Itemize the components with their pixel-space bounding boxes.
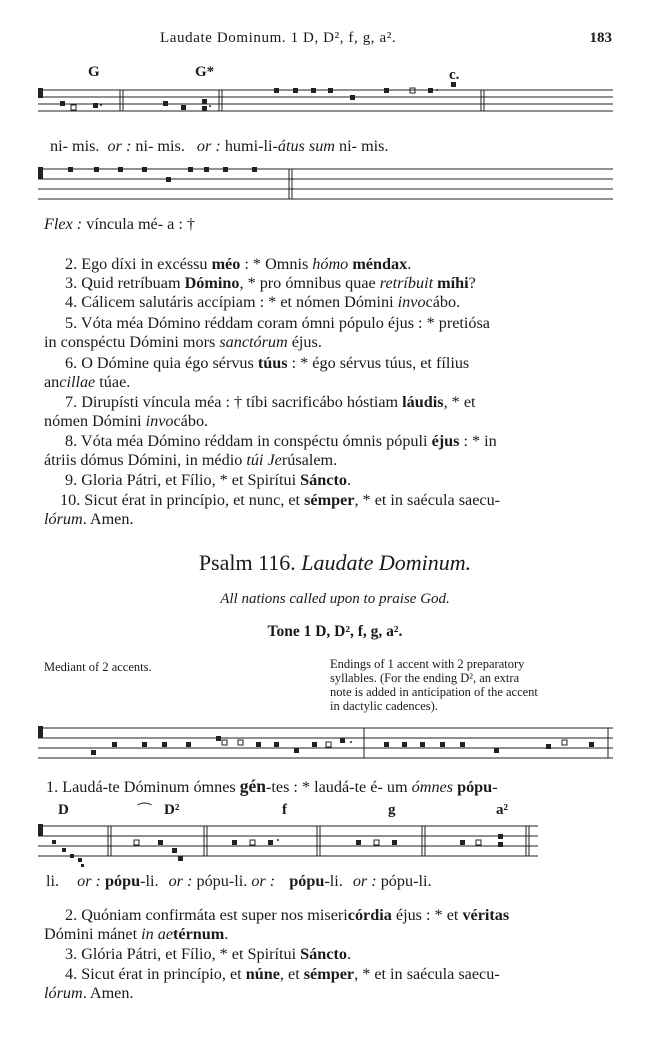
v-seg: 4. Sicut érat in princípio, et: [65, 965, 246, 983]
v-seg: méndax: [352, 255, 408, 273]
verse-115-8a: [65, 432, 497, 451]
v-seg: cábo.: [173, 412, 209, 430]
endings-note-line: note is added in anticipation of the accent: [330, 685, 538, 699]
chant1-label-c: c.: [449, 67, 460, 83]
running-title: Laudate Dominum. 1 D, D², f, g, a².: [160, 30, 397, 46]
verse-115-7a: [65, 393, 476, 412]
v-seg: 7. Dirupísti víncula méa : † tíbi sacrificábo hóstiam: [65, 393, 403, 411]
v-seg: , * et in saécula saecu-: [354, 491, 501, 509]
v-seg: Sáncto: [300, 945, 347, 963]
v-seg: Dómino: [184, 274, 240, 292]
tilde-icon: ⁀: [138, 804, 151, 821]
v-seg: : * égo sérvus túus, et fílius: [287, 354, 470, 372]
v-seg: 3. Quid retríbuam: [65, 274, 185, 292]
verse-116-2b: [44, 925, 228, 944]
v-seg: sémper: [303, 965, 355, 983]
chant1-label-Gstar: G*: [195, 64, 215, 80]
v-seg: Dómini mánet: [44, 925, 142, 943]
v-seg: pópu: [104, 872, 141, 890]
verse-116-4b: [44, 984, 134, 1003]
chant1-syl-4: ni- mis.: [339, 137, 389, 155]
v-seg: cillae: [59, 373, 96, 391]
v-seg: ómnes: [411, 778, 454, 796]
verse-115-8b: [44, 451, 337, 470]
v-seg: 1. Laudá-te Dóminum ómnes: [46, 778, 240, 796]
verse-115-4: [65, 293, 460, 312]
v-seg: cábo: [425, 293, 457, 311]
v-seg: pópu-li.: [196, 872, 248, 890]
verse-115-2: [65, 255, 411, 274]
v-seg: , * pro ómnibus quae: [239, 274, 380, 292]
v-seg: retríbuit: [379, 274, 434, 292]
chant3-label-a2: a²: [496, 802, 508, 818]
v-seg: , et: [279, 965, 304, 983]
v-seg: térnum: [173, 925, 225, 943]
verse-115-5a: [65, 314, 490, 333]
endings-note-line: Endings of 1 accent with 2 preparatory: [330, 657, 525, 671]
v-seg: : * Omnis: [240, 255, 313, 273]
verse-115-5b: [44, 333, 322, 352]
v-seg: sanctórum: [219, 333, 288, 351]
chant1-text: [50, 137, 389, 156]
v-seg: éjus: [431, 432, 460, 450]
endings-note-line: in dactylic cadences).: [330, 699, 438, 713]
psalm-116-tone: Tone 1 D, D², f, g, a².: [267, 623, 403, 640]
chant3-label-D2: D²: [164, 802, 180, 818]
v-seg: -li.: [140, 872, 159, 890]
v-seg: or :: [251, 872, 276, 890]
v-seg: an: [44, 373, 60, 391]
v-seg: in conspéctu Dómini mors: [44, 333, 220, 351]
v-seg: . Amen.: [82, 984, 134, 1002]
chant-staff-3: [38, 800, 538, 870]
v-seg: túi Je: [246, 451, 282, 469]
v-seg: or :: [352, 872, 377, 890]
v-seg: .: [224, 925, 229, 943]
chant3-label-D: D: [58, 802, 69, 818]
v-seg: 6. O Dómine quia égo sérvus: [65, 354, 258, 372]
v-seg: , * et: [443, 393, 476, 411]
v-seg: 10. Sicut érat in princípio, et nunc, et: [60, 491, 305, 509]
v-seg: pópu: [457, 778, 493, 796]
verse-116-3: [65, 945, 351, 964]
v-seg: gén: [239, 776, 267, 796]
v-seg: sémper: [304, 491, 355, 509]
chant1-syl-1: ni- mis.: [50, 137, 100, 155]
flex-text: víncula mé- a : †: [86, 215, 196, 233]
v-seg: : * in: [459, 432, 497, 450]
psalm-title-incipit: Laudate Dominum.: [301, 550, 472, 575]
v-seg: éjus.: [287, 333, 322, 351]
chant2-text: [46, 777, 498, 797]
v-seg: -: [492, 778, 498, 796]
v-seg: , * et in saécula saecu-: [354, 965, 500, 983]
v-seg: lórum: [44, 510, 83, 528]
v-seg: Sáncto: [300, 471, 347, 489]
chant-staff-2: [38, 722, 613, 767]
verse-115-7b: [44, 412, 208, 431]
v-seg: hómo: [312, 255, 349, 273]
v-seg: 3. Glória Pátri, et Fílio, * et Spirítui: [65, 945, 301, 963]
v-seg: invo: [145, 412, 174, 430]
v-seg: .: [346, 471, 351, 489]
v-seg: túus: [257, 354, 288, 372]
chant-staff-flex: [38, 165, 613, 205]
psalm-116-title: [0, 550, 670, 575]
v-seg: méo: [211, 255, 241, 273]
v-seg: .: [346, 945, 351, 963]
verse-115-9: [65, 471, 351, 490]
v-seg: córdia: [347, 906, 392, 924]
v-seg: nómen Dómini: [44, 412, 146, 430]
verse-115-6a: [65, 354, 469, 373]
endings-note: [330, 657, 610, 713]
mediant-note: Mediant of 2 accents.: [44, 660, 152, 674]
flex-label: Flex :: [44, 215, 83, 233]
v-seg: éjus : * et: [391, 906, 463, 924]
v-seg: . Amen.: [82, 510, 134, 528]
v-seg: 5. Vóta méa Dómino réddam coram ómni pópulo éjus : * pretiósa: [65, 314, 490, 332]
page-number: 183: [589, 30, 612, 46]
v-seg: pópu: [289, 872, 325, 890]
running-header: [0, 30, 670, 56]
chant3-text: [46, 872, 432, 891]
verse-115-6b: [44, 373, 130, 392]
v-seg: .: [456, 293, 461, 311]
verse-116-4a: [65, 965, 500, 984]
verse-115-10b: [44, 510, 134, 529]
v-seg: véritas: [462, 906, 510, 924]
endings-note-line: syllables. (For the ending D², an extra: [330, 671, 520, 685]
v-seg: or :: [168, 872, 193, 890]
v-seg: túae.: [95, 373, 131, 391]
chant1-label-G: G: [88, 64, 100, 80]
chant3-label-f: f: [282, 802, 287, 818]
v-seg: in ae: [141, 925, 174, 943]
v-seg: 8. Vóta méa Dómino réddam in conspéctu ómnis pópuli: [65, 432, 432, 450]
chant1-syl-3i: átus sum: [277, 137, 335, 155]
v-seg: ?: [468, 274, 476, 292]
v-seg: 2. Ego díxi in excéssu: [65, 255, 212, 273]
v-seg: 2. Quóniam confirmáta est super nos miseri: [65, 906, 348, 924]
chant1-syl-3: humi-li-: [224, 137, 278, 155]
flex-line: [44, 215, 195, 234]
verse-116-2a: [65, 906, 509, 925]
v-seg: -tes : * laudá-te é- um: [266, 778, 412, 796]
verse-115-10a: [60, 491, 500, 510]
chant-staff-1: [38, 62, 613, 134]
v-seg: átriis dómus Dómini, in médio: [44, 451, 247, 469]
v-seg: láudis: [402, 393, 444, 411]
v-seg: .: [407, 255, 412, 273]
v-seg: núne: [245, 965, 280, 983]
v-seg: rúsalem.: [281, 451, 338, 469]
chant1-syl-2: ni- mis.: [135, 137, 185, 155]
v-seg: invo: [397, 293, 426, 311]
chant1-or-2: or :: [196, 137, 221, 155]
v-seg: -li.: [324, 872, 343, 890]
v-seg: li.: [46, 872, 60, 890]
verse-115-3: [65, 274, 476, 293]
psalm-116-subtitle: All nations called upon to praise God.: [220, 591, 450, 607]
v-seg: 4. Cálicem salutáris accípiam : * et nómen Dómini: [65, 293, 398, 311]
v-seg: 9. Gloria Pátri, et Fílio, * et Spirítui: [65, 471, 301, 489]
chant1-or-1: or :: [107, 137, 132, 155]
v-seg: pópu-li.: [380, 872, 432, 890]
chant3-label-g: g: [388, 802, 396, 818]
v-seg: or :: [77, 872, 101, 890]
v-seg: míhi: [437, 274, 469, 292]
v-seg: lórum: [44, 984, 83, 1002]
psalm-title-number: Psalm 116.: [198, 550, 296, 575]
